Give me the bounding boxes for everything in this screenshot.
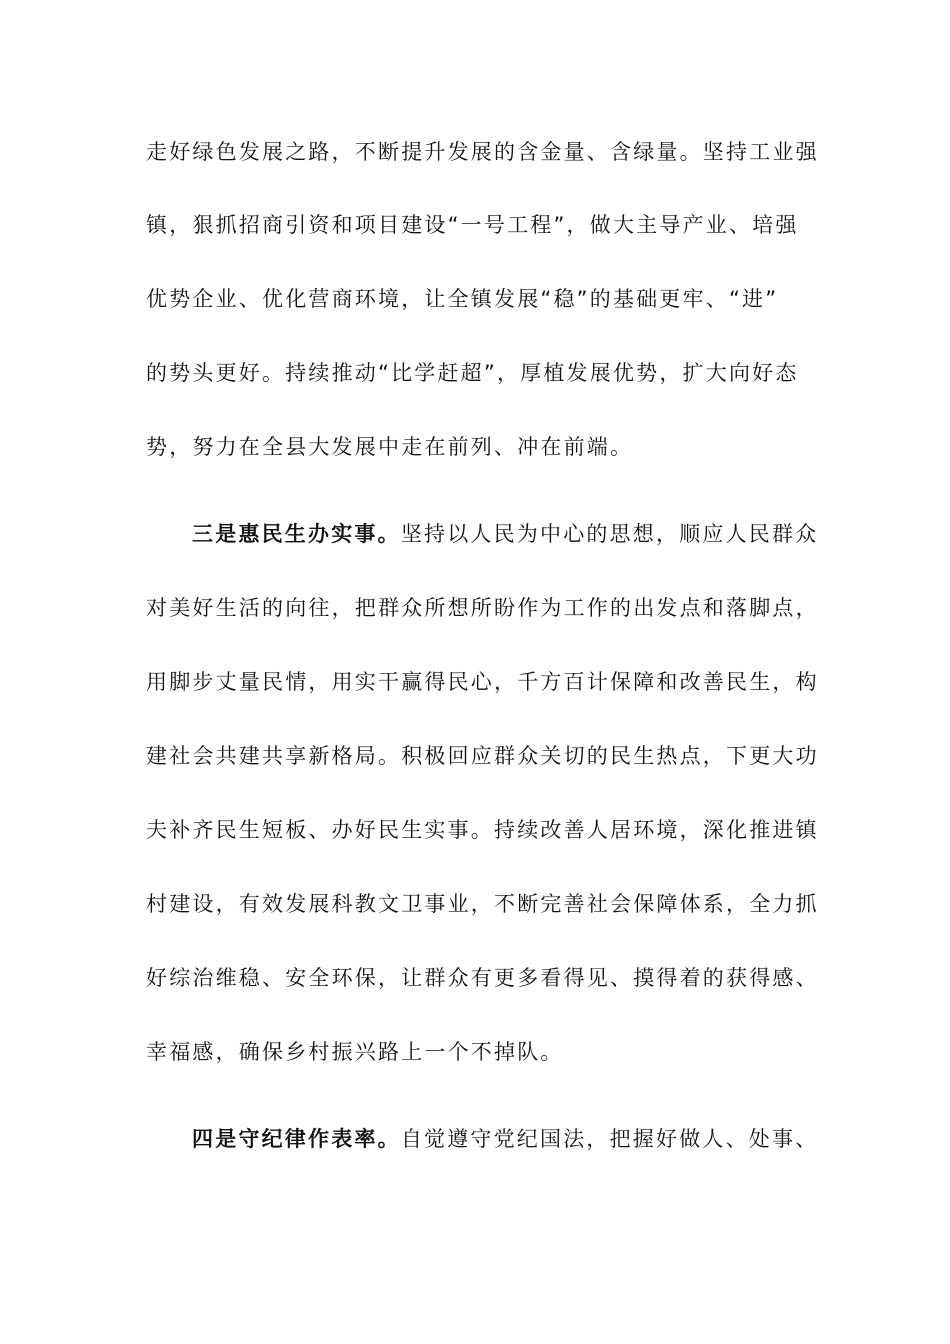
text-line: 镇，狠抓招商引资和项目建设“一号工程”，做大主导产业、培强 (146, 213, 799, 237)
text-line: 对美好生活的向往，把群众所想所盼作为工作的出发点和落脚点， (146, 596, 819, 620)
paragraph-text: 自觉遵守党纪国法，把握好做人、处事、 (400, 1127, 819, 1151)
text-line: 夫补齐民生短板、办好民生实事。持续改善人居环境，深化推进镇 (146, 818, 819, 842)
paragraph-first-line (192, 521, 818, 547)
text-line: 走好绿色发展之路，不断提升发展的含金量、含绿量。坚持工业强 (146, 140, 819, 164)
text-line: 幸福感，确保乡村振兴路上一个不掉队。 (146, 1040, 564, 1064)
text-line: 好综治维稳、安全环保，让群众有更多看得见、摸得着的获得感、 (146, 966, 819, 990)
text-line: 村建设，有效发展科教文卫事业，不断完善社会保障体系，全力抓 (146, 892, 819, 916)
text-line: 建社会共建共享新格局。积极回应群众关切的民生热点，下更大功 (146, 744, 819, 768)
paragraph-heading: 四是守纪律作表率。 (192, 1127, 401, 1151)
paragraph-heading: 三是惠民生办实事。 (192, 522, 401, 546)
paragraph-text: 坚持以人民为中心的思想，顺应人民群众 (400, 522, 819, 546)
text-line: 的势头更好。持续推动“比学赶超”，厚植发展优势，扩大向好态 (146, 361, 799, 385)
text-line: 势，努力在全县大发展中走在前列、冲在前端。 (146, 435, 634, 459)
text-line: 用脚步丈量民情，用实干赢得民心，千方百计保障和改善民生，构 (146, 670, 819, 694)
paragraph-first-line (192, 1126, 818, 1152)
text-line: 优势企业、优化营商环境，让全镇发展“稳”的基础更牢、“进” (146, 287, 779, 311)
